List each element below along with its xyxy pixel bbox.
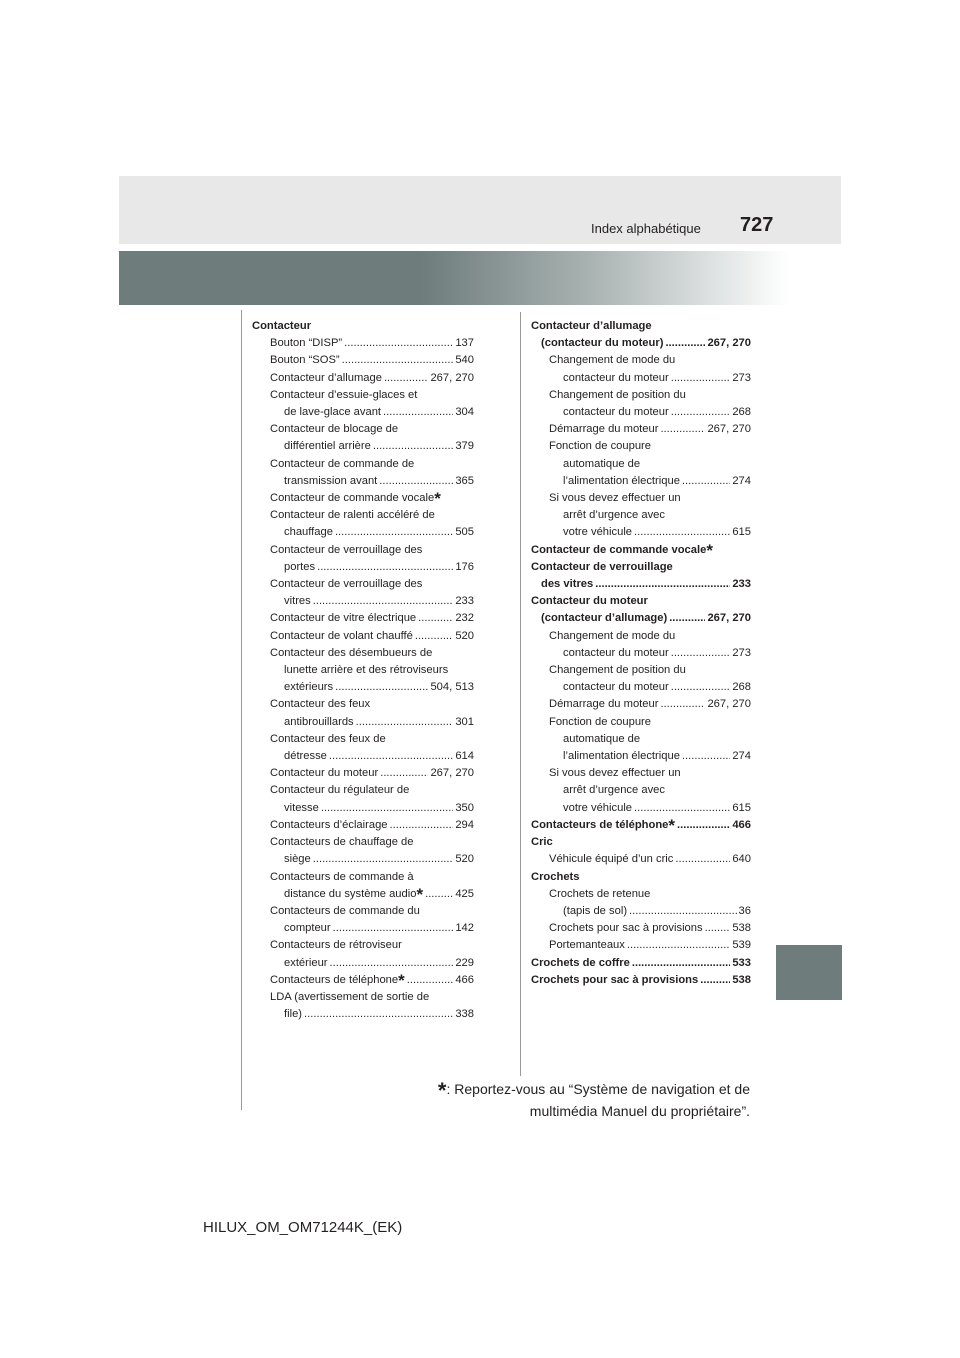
dot-leader xyxy=(380,765,428,782)
index-entry-label: vitres xyxy=(284,595,311,608)
header-gradient-band xyxy=(119,251,789,305)
index-entry xyxy=(252,679,474,696)
index-entry-label: lunette arrière et des rétroviseurs xyxy=(284,664,449,677)
index-entry-label: Si vous devez effectuer un xyxy=(549,492,681,505)
index-entry-label: contacteur du moteur xyxy=(563,371,669,384)
index-entry-label: contacteur du moteur xyxy=(563,646,669,659)
index-entry-page: 538 xyxy=(732,973,751,986)
index-entry-label: chauffage xyxy=(284,526,333,539)
dot-leader xyxy=(682,748,730,765)
dot-leader xyxy=(304,1006,453,1023)
index-entry xyxy=(252,593,474,610)
index-entry-page: 268 xyxy=(732,681,751,694)
dot-leader xyxy=(313,851,454,868)
index-entry-label: votre véhicule xyxy=(563,526,633,539)
index-entry xyxy=(252,473,474,490)
index-entry-label: Crochets de coffre xyxy=(531,956,630,969)
index-entry xyxy=(252,696,474,713)
index-entry-label: Changement de position du xyxy=(549,664,686,677)
dot-leader xyxy=(671,370,731,387)
index-entry-label: portes xyxy=(284,560,316,573)
index-entry-label: (tapis de sol) xyxy=(563,904,628,917)
index-entry-label: l’alimentation électrique xyxy=(563,474,680,487)
index-entry-page: 304 xyxy=(455,406,474,419)
footnote-star-icon: * xyxy=(434,489,441,509)
index-entry-label: Contacteurs de commande du xyxy=(270,904,420,917)
index-entry-label: Contacteurs de téléphone xyxy=(531,818,669,831)
footnote-star-icon: * xyxy=(398,970,405,990)
index-entry xyxy=(252,421,474,438)
index-entry xyxy=(252,731,474,748)
dot-leader xyxy=(700,972,730,989)
left-margin-rule xyxy=(241,310,242,1110)
index-entry-label: de lave-glace avant xyxy=(284,406,382,419)
dot-leader xyxy=(634,800,730,817)
index-entry-label: Contacteur de blocage de xyxy=(270,423,399,436)
index-entry xyxy=(531,748,751,765)
index-entry-page: 338 xyxy=(455,1008,474,1021)
index-entry xyxy=(252,972,474,989)
index-entry-label: Cric xyxy=(531,836,553,849)
document-id: HILUX_OM_OM71244K_(EK) xyxy=(203,1219,403,1236)
index-entry xyxy=(531,920,751,937)
index-entry xyxy=(531,800,751,817)
index-entry-page: 539 xyxy=(732,939,751,952)
index-entry-label: extérieurs xyxy=(284,681,334,694)
index-entry xyxy=(531,576,751,593)
index-entry-page: 137 xyxy=(455,337,474,350)
index-entry-label: distance du système audio xyxy=(284,887,417,900)
index-entry-label: Contacteur de volant chauffé xyxy=(270,629,413,642)
index-entry-label: Contacteur d’essuie-glaces et xyxy=(270,388,418,401)
index-entry-label: contacteur du moteur xyxy=(563,406,669,419)
dot-leader xyxy=(682,473,730,490)
index-entry xyxy=(252,817,474,834)
index-entry-label: Contacteur de verrouillage xyxy=(531,560,673,573)
index-entry-label: automatique de xyxy=(563,457,641,470)
index-entry xyxy=(252,955,474,972)
index-entry-label: Contacteur xyxy=(252,320,312,332)
index-entry xyxy=(252,542,474,559)
index-entry-page: 233 xyxy=(455,595,474,608)
index-entry-page: 538 xyxy=(732,922,751,935)
index-entry-label: Démarrage du moteur xyxy=(549,698,659,711)
index-entry-label: Contacteurs de commande à xyxy=(270,870,414,883)
index-entry-label: LDA (avertissement de sortie de xyxy=(270,990,430,1003)
dot-leader xyxy=(407,972,454,989)
index-entry-label: Contacteurs de téléphone xyxy=(270,973,399,986)
index-entry xyxy=(252,610,474,627)
index-entry xyxy=(252,662,474,679)
index-entry-label: des vitres xyxy=(541,578,594,591)
index-entry xyxy=(531,524,751,541)
index-entry-label: Contacteur de verrouillage des xyxy=(270,543,423,556)
index-entry-label: Contacteur de verrouillage des xyxy=(270,578,423,591)
index-entry-label: (contacteur du moteur) xyxy=(541,337,664,350)
index-entry-label: Bouton “DISP” xyxy=(270,337,343,350)
index-entry-page: 540 xyxy=(455,354,474,367)
page-header-bar xyxy=(119,176,841,244)
index-entry-label: Véhicule équipé d’un cric xyxy=(549,853,674,866)
index-entry xyxy=(252,869,474,886)
index-entry xyxy=(531,352,751,369)
index-entry xyxy=(531,937,751,954)
index-entry xyxy=(531,731,751,748)
dot-leader xyxy=(317,559,453,576)
index-entry-label: Contacteurs de chauffage de xyxy=(270,836,414,849)
index-entry-page: 267, 270 xyxy=(430,767,474,780)
index-entry-page: 229 xyxy=(455,956,474,969)
index-entry-page: 615 xyxy=(732,801,751,814)
index-entry xyxy=(531,955,751,972)
index-entry-page: 533 xyxy=(732,956,751,969)
index-entry-page: 505 xyxy=(455,526,474,539)
index-entry-page: 176 xyxy=(455,560,474,573)
index-entry xyxy=(531,782,751,799)
dot-leader xyxy=(335,679,428,696)
index-entry xyxy=(252,886,474,903)
index-entry xyxy=(531,662,751,679)
index-entry xyxy=(252,524,474,541)
index-entry-page: 267, 270 xyxy=(707,423,751,436)
index-entry-page: 640 xyxy=(732,853,751,866)
footnote-text-2: multimédia Manuel du propriétaire”. xyxy=(529,1103,750,1119)
dot-leader xyxy=(671,679,731,696)
index-entry xyxy=(531,318,751,335)
index-entry-label: Crochets de retenue xyxy=(549,887,651,900)
index-entry xyxy=(531,834,751,851)
index-entry xyxy=(252,559,474,576)
index-entry xyxy=(531,886,751,903)
index-entry xyxy=(531,679,751,696)
index-entry-label: détresse xyxy=(284,750,327,763)
index-entry xyxy=(531,387,751,404)
index-entry xyxy=(531,335,751,352)
index-entry xyxy=(252,335,474,352)
index-entry-label: compteur xyxy=(284,922,331,935)
index-entry-label: Contacteur du moteur xyxy=(531,595,648,608)
index-entry-page: 36 xyxy=(738,904,751,917)
index-entry-label: Changement de mode du xyxy=(549,629,676,642)
index-entry-page: 274 xyxy=(732,750,751,763)
index-entry-label: file) xyxy=(284,1008,303,1021)
index-entry-page: 268 xyxy=(732,406,751,419)
index-entry xyxy=(531,370,751,387)
index-entry xyxy=(531,869,751,886)
index-entry-page: 273 xyxy=(732,646,751,659)
index-entry-label: Crochets pour sac à provisions xyxy=(549,922,703,935)
dot-leader xyxy=(344,335,453,352)
dot-leader xyxy=(313,593,454,610)
index-entry-label: automatique de xyxy=(563,732,641,745)
column-divider xyxy=(520,312,521,1076)
index-entry xyxy=(531,542,751,559)
index-entry xyxy=(252,370,474,387)
index-entry-label: Contacteur d’allumage xyxy=(270,371,382,384)
index-entry-label: Contacteur de ralenti accéléré de xyxy=(270,509,435,522)
index-entry-label: arrêt d’urgence avec xyxy=(563,784,665,797)
dot-leader xyxy=(321,800,454,817)
index-entry xyxy=(531,903,751,920)
index-entry xyxy=(531,972,751,989)
dot-leader xyxy=(333,920,454,937)
index-entry-label: Fonction de coupure xyxy=(549,715,651,728)
index-entry-label: Contacteurs d’éclairage xyxy=(270,818,388,831)
index-entry xyxy=(252,1006,474,1023)
index-entry-page: 301 xyxy=(455,715,474,728)
index-entry-label: vitesse xyxy=(284,801,319,814)
index-entry-label: Démarrage du moteur xyxy=(549,423,659,436)
dot-leader xyxy=(425,886,453,903)
index-entry-page: 350 xyxy=(455,801,474,814)
index-entry xyxy=(531,507,751,524)
index-entry-page: 267, 270 xyxy=(707,612,751,625)
index-entry-page: 232 xyxy=(455,612,474,625)
index-entry xyxy=(252,989,474,1006)
index-entry-label: arrêt d’urgence avec xyxy=(563,509,665,522)
index-entry-page: 520 xyxy=(455,853,474,866)
index-entry-label: Contacteur des désembueurs de xyxy=(270,646,433,659)
index-entry xyxy=(531,404,751,421)
dot-leader xyxy=(356,714,454,731)
index-entry xyxy=(252,438,474,455)
index-entry-label: Contacteur des feux xyxy=(270,698,371,711)
dot-leader xyxy=(595,576,730,593)
index-entry xyxy=(252,834,474,851)
index-entry-label: Changement de mode du xyxy=(549,354,676,367)
index-entry xyxy=(252,404,474,421)
index-entry-label: Contacteur du moteur xyxy=(270,767,379,780)
index-entry xyxy=(252,782,474,799)
index-entry xyxy=(531,456,751,473)
index-entry-label: Contacteur d’allumage xyxy=(531,320,652,332)
index-entry-label: votre véhicule xyxy=(563,801,633,814)
index-entry xyxy=(531,714,751,731)
index-entry xyxy=(531,559,751,576)
dot-leader xyxy=(669,610,705,627)
index-entry xyxy=(252,576,474,593)
index-entry-label: Si vous devez effectuer un xyxy=(549,767,681,780)
index-entry-label: Crochets pour sac à provisions xyxy=(531,973,699,986)
index-entry xyxy=(252,490,474,507)
index-entry-page: 294 xyxy=(455,818,474,831)
dot-leader xyxy=(383,404,453,421)
index-entry xyxy=(252,456,474,473)
index-entry-label: Portemanteaux xyxy=(549,939,625,952)
index-entry-label: Crochets xyxy=(531,870,580,883)
index-entry-label: Contacteur de vitre électrique xyxy=(270,612,417,625)
dot-leader xyxy=(329,748,453,765)
index-entry-page: 365 xyxy=(455,474,474,487)
footnote-star-icon: * xyxy=(706,540,713,560)
index-entry-page: 267, 270 xyxy=(430,371,474,384)
index-entry-label: Contacteur des feux de xyxy=(270,732,386,745)
index-entry xyxy=(252,387,474,404)
chapter-side-tab xyxy=(776,945,842,1000)
index-entry xyxy=(252,318,474,335)
index-entry-label: (contacteur d’allumage) xyxy=(541,612,668,625)
footnote-line-1 xyxy=(436,1078,750,1103)
index-entry-label: Contacteur de commande de xyxy=(270,457,415,470)
index-entry xyxy=(531,645,751,662)
index-entry xyxy=(531,490,751,507)
index-entry-page: 273 xyxy=(732,371,751,384)
index-column-left xyxy=(252,318,474,1023)
dot-leader xyxy=(342,352,454,369)
dot-leader xyxy=(418,610,453,627)
index-entry-label: Contacteur de commande vocale xyxy=(270,492,435,505)
index-entry-label: différentiel arrière xyxy=(284,440,371,453)
dot-leader xyxy=(330,955,454,972)
dot-leader xyxy=(415,628,453,645)
footnote-star-marker: * xyxy=(437,1078,447,1103)
index-entry xyxy=(531,765,751,782)
index-entry xyxy=(252,628,474,645)
index-entry-page: 379 xyxy=(455,440,474,453)
index-entry-page: 615 xyxy=(732,526,751,539)
footnote-text-1: : Reportez-vous au “Système de navigation et de xyxy=(446,1081,750,1097)
dot-leader xyxy=(634,524,730,541)
index-column-right xyxy=(531,318,751,989)
index-entry-label: antibrouillards xyxy=(284,715,354,728)
dot-leader xyxy=(705,920,731,937)
footnote xyxy=(436,1078,750,1122)
index-entry xyxy=(531,610,751,627)
index-entry xyxy=(252,800,474,817)
index-entry-label: Contacteurs de rétroviseur xyxy=(270,939,402,952)
dot-leader xyxy=(632,955,730,972)
dot-leader xyxy=(660,696,705,713)
dot-leader xyxy=(671,404,731,421)
dot-leader xyxy=(629,903,737,920)
index-entry-page: 425 xyxy=(455,887,474,900)
index-entry-page: 274 xyxy=(732,474,751,487)
index-entry xyxy=(252,352,474,369)
index-entry-label: Contacteur du régulateur de xyxy=(270,784,410,797)
index-entry-page: 233 xyxy=(732,578,751,591)
index-entry-label: Fonction de coupure xyxy=(549,440,651,453)
index-entry-label: transmission avant xyxy=(284,474,378,487)
index-entry xyxy=(252,851,474,868)
index-entry xyxy=(252,645,474,662)
index-entry xyxy=(531,628,751,645)
index-entry xyxy=(531,473,751,490)
section-title: Index alphabétique xyxy=(591,221,701,236)
index-entry-page: 466 xyxy=(732,818,751,831)
index-entry xyxy=(531,851,751,868)
index-entry-page: 614 xyxy=(455,750,474,763)
index-entry-page: 504, 513 xyxy=(430,681,474,694)
index-entry xyxy=(531,593,751,610)
index-entry xyxy=(252,507,474,524)
index-entry xyxy=(252,903,474,920)
index-entry xyxy=(531,421,751,438)
dot-leader xyxy=(665,335,705,352)
index-entry-page: 267, 270 xyxy=(707,337,751,350)
index-entry-page: 466 xyxy=(455,973,474,986)
index-entry xyxy=(252,920,474,937)
index-entry-page: 520 xyxy=(455,629,474,642)
page-number: 727 xyxy=(740,214,774,236)
index-entry-label: l’alimentation électrique xyxy=(563,750,680,763)
index-entry-label: Contacteur de commande vocale xyxy=(531,543,707,556)
index-entry-label: Bouton “SOS” xyxy=(270,354,340,367)
dot-leader xyxy=(660,421,705,438)
index-entry xyxy=(531,696,751,713)
index-entry xyxy=(252,937,474,954)
dot-leader xyxy=(379,473,453,490)
index-entry-label: extérieur xyxy=(284,956,328,969)
dot-leader xyxy=(384,370,428,387)
index-entry-label: contacteur du moteur xyxy=(563,681,669,694)
index-entry-label: Changement de position du xyxy=(549,388,686,401)
index-entry xyxy=(531,438,751,455)
footnote-star-icon: * xyxy=(668,815,676,835)
dot-leader xyxy=(675,851,730,868)
index-entry-page: 267, 270 xyxy=(707,698,751,711)
index-entry-label: siège xyxy=(284,853,311,866)
dot-leader xyxy=(390,817,454,834)
dot-leader xyxy=(671,645,731,662)
dot-leader xyxy=(373,438,453,455)
dot-leader xyxy=(335,524,453,541)
dot-leader xyxy=(627,937,730,954)
index-entry xyxy=(252,748,474,765)
dot-leader xyxy=(677,817,730,834)
index-entry xyxy=(252,714,474,731)
index-entry xyxy=(252,765,474,782)
footnote-star-icon: * xyxy=(416,884,424,904)
index-entry xyxy=(531,817,751,834)
index-entry-page: 142 xyxy=(455,922,474,935)
